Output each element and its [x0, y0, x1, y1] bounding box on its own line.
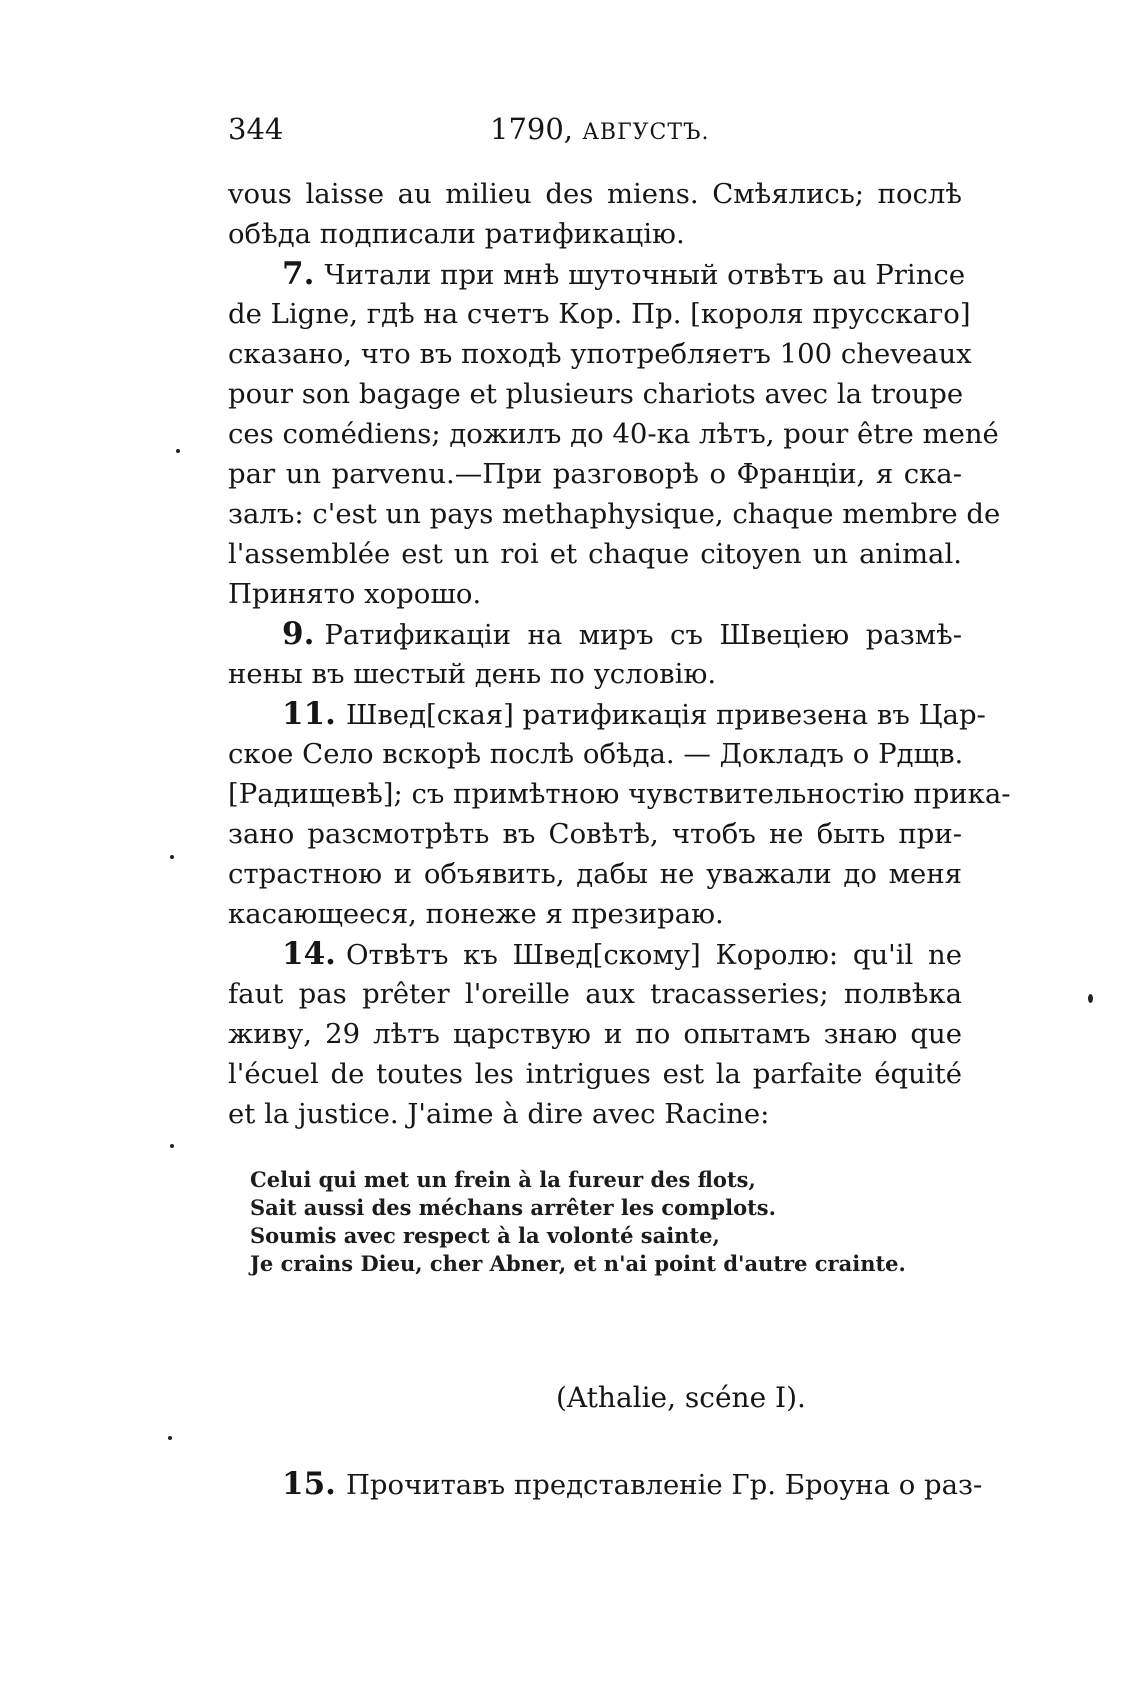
- day-number: 11.: [282, 696, 336, 732]
- verse-line: Je crains Dieu, cher Abner, et n'ai point d'autre crainte.: [250, 1251, 906, 1276]
- text-line: страстною и объявить, дабы не уважали до меня: [228, 858, 962, 890]
- text-line: живу, 29 лѣтъ царствую и по опытамъ знаю que: [228, 1018, 962, 1050]
- text-line: Принято хорошо.: [228, 578, 482, 610]
- text-line: касающееся, понеже я презираю.: [228, 898, 724, 930]
- day-number: 14.: [282, 936, 336, 972]
- text-line: нены въ шестый день по условію.: [228, 658, 717, 690]
- citation: (Athalie, scéne I).: [556, 1381, 806, 1414]
- verse-line: Celui qui met un frein à la fureur des flots,: [250, 1167, 756, 1192]
- text-line: et la justice. J'aime à dire avec Racine:: [228, 1098, 770, 1130]
- verse-line: Soumis avec respect à la volonté sainte,: [250, 1223, 720, 1248]
- text-line: vous laisse au milieu des miens. Смѣялись; послѣ: [228, 178, 962, 210]
- text-line: ское Село вскорѣ послѣ обѣда. — Докладъ о Рдщв.: [228, 738, 964, 770]
- speck-mark: [170, 855, 174, 859]
- text-line: l'assemblée est un roi et chaque citoyen un animal.: [228, 538, 962, 570]
- text-line: de Ligne, гдѣ на счетъ Кор. Пр. [короля прусскаго]: [228, 298, 971, 330]
- running-head: [490, 112, 710, 146]
- text-line: ces comédiens; дожилъ до 40-ка лѣтъ, pour être mené: [228, 418, 999, 450]
- text-line: сказано, что въ походѣ употребляетъ 100 cheveaux: [228, 338, 972, 370]
- text-line: pour son bagage et plusieurs chariots avec la troupe: [228, 378, 964, 410]
- text-line: зано разсмотрѣть въ Совѣтѣ, чтобъ не быть при-: [228, 818, 962, 850]
- verse-line: Sait aussi des méchans arrêter les complots.: [250, 1195, 776, 1220]
- running-head-year: 1790,: [490, 112, 574, 146]
- entry-11-first-line: [282, 694, 986, 734]
- text-line: Отвѣтъ къ Швед[скому] Королю: qu'il ne: [345, 939, 962, 971]
- text-line: обѣда подписали ратификацію.: [228, 218, 685, 250]
- entry-9-first-line: [282, 614, 962, 654]
- text-line: [Радищевѣ]; съ примѣтною чувствительностію прика-: [228, 778, 1011, 810]
- text-line: l'écuel de toutes les intrigues est la parfaite équité: [228, 1058, 962, 1090]
- speck-mark: [1088, 994, 1093, 1003]
- entry-15-first-line: [282, 1464, 983, 1504]
- day-number: 15.: [282, 1466, 336, 1502]
- speck-mark: [176, 449, 180, 453]
- text-line: Прочитавъ представленіе Гр. Броуна о раз-: [345, 1469, 983, 1501]
- text-line: Ратификаціи на миръ съ Швеціею размѣ-: [324, 619, 962, 651]
- speck-mark: [168, 1436, 172, 1440]
- speck-mark: [170, 1144, 174, 1148]
- running-head-month: АВГУСТЪ.: [582, 120, 710, 145]
- page-number: 344: [228, 112, 284, 146]
- text-line: par un parvenu.—При разговорѣ о Франціи, я ска-: [228, 458, 962, 490]
- day-number: 7.: [282, 256, 315, 292]
- text-line: Швед[ская] ратификація привезена въ Цар-: [345, 699, 986, 731]
- text-line: залъ: c'est un pays methaphysique, chaque membre de: [228, 498, 1001, 530]
- text-line: Читали при мнѣ шуточный отвѣтъ au Prince: [324, 259, 966, 291]
- page-header: [228, 112, 962, 152]
- day-number: 9.: [282, 616, 315, 652]
- entry-7-first-line: [282, 254, 966, 294]
- entry-14-first-line: [282, 934, 962, 974]
- text-line: faut pas prêter l'oreille aux tracasseries; полвѣка: [228, 978, 962, 1010]
